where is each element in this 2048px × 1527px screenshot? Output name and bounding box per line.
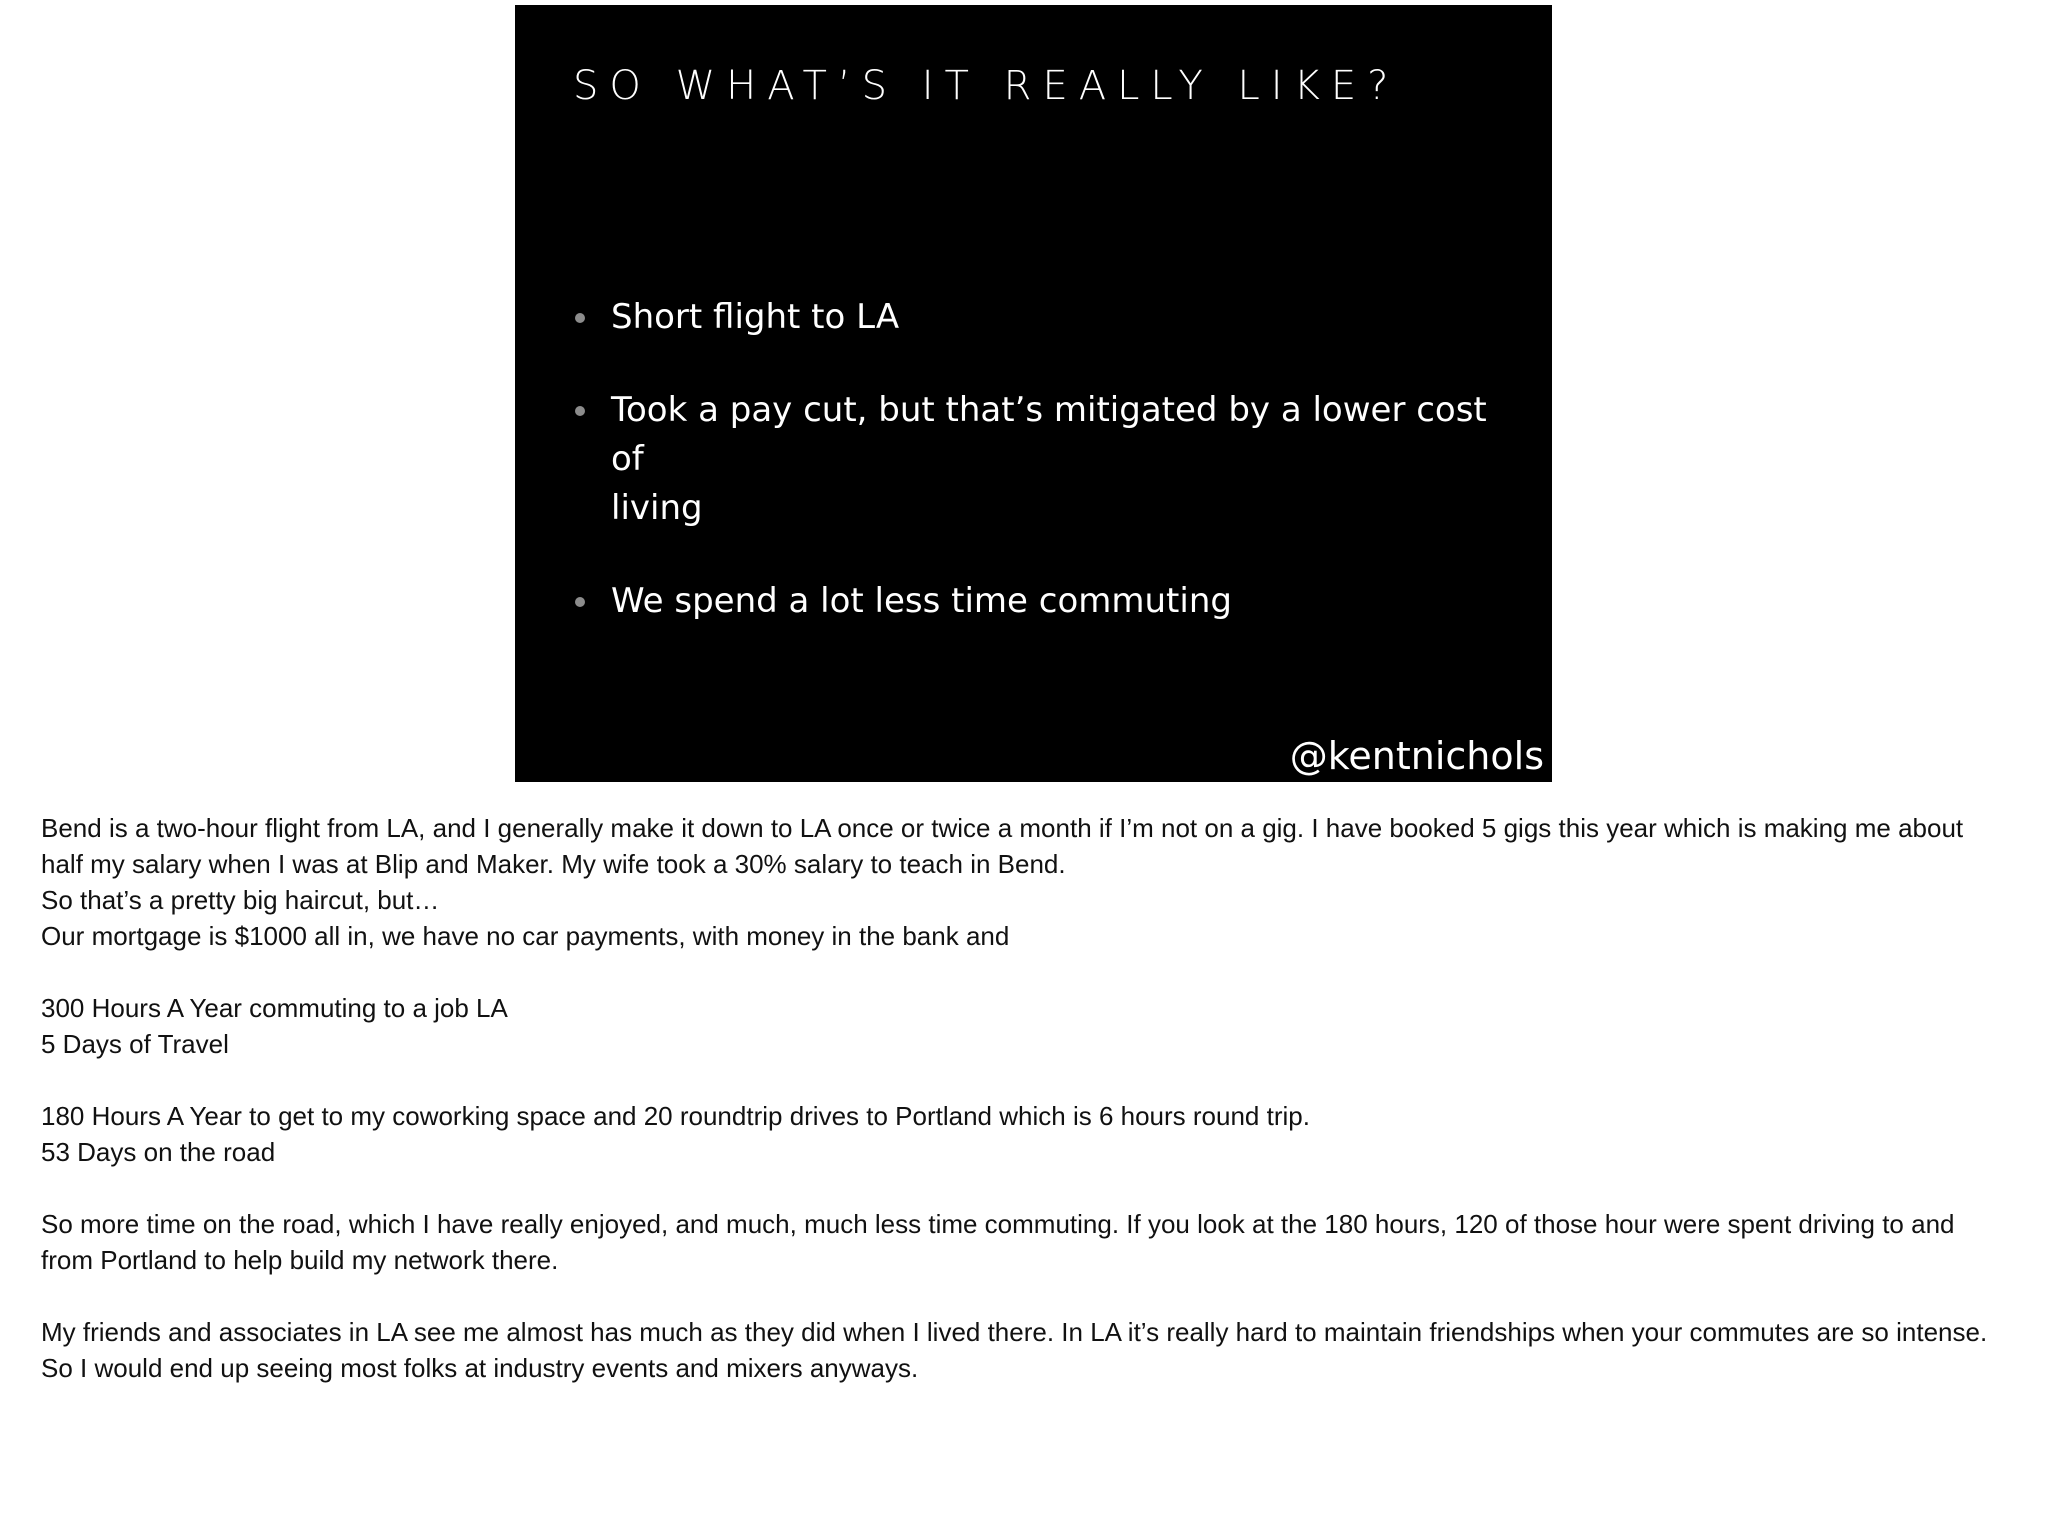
bullet-text-continued: living [611, 488, 703, 528]
author-handle: @kentnichols [1289, 734, 1544, 778]
note-line: So that’s a pretty big haircut, but… [41, 885, 440, 915]
note-line: 300 Hours A Year commuting to a job LA [41, 993, 508, 1023]
bullet-text: We spend a lot less time commuting [611, 581, 1232, 621]
speaker-notes [41, 810, 2031, 1386]
note-line: 180 Hours A Year to get to my coworking space and 20 roundtrip drives to Portland which is 6 hours round trip. [41, 1101, 1310, 1131]
note-line: My friends and associates in LA see me almost has much as they did when I lived there. In LA it’s really hard to maintain friendships when your commutes are so intense. [41, 1317, 1988, 1347]
bullet-text: Took a pay cut, but that’s mitigated by a lower cost of [611, 390, 1487, 479]
note-line: from Portland to help build my network there. [41, 1245, 559, 1275]
note-line: 53 Days on the road [41, 1137, 276, 1167]
note-line: Our mortgage is $1000 all in, we have no car payments, with money in the bank and [41, 921, 1010, 951]
note-line: half my salary when I was at Blip and Maker. My wife took a 30% salary to teach in Bend. [41, 849, 1066, 879]
note-line: So more time on the road, which I have really enjoyed, and much, much less time commuting. If you look at the 180 hours, 120 of those hour were spent driving to and [41, 1209, 1955, 1239]
note-spacer [41, 1062, 2031, 1098]
bullet-dot-icon [575, 597, 585, 607]
note-spacer [41, 954, 2031, 990]
bullet-dot-icon [575, 406, 585, 416]
bullet-dot-icon [575, 313, 585, 323]
bullet-list [573, 293, 1513, 670]
bullet-item [573, 293, 1513, 342]
note-spacer [41, 1170, 2031, 1206]
note-line: Bend is a two-hour flight from LA, and I generally make it down to LA once or twice a month if I’m not on a gig. I have booked 5 gigs this year which is making me about [41, 813, 1964, 843]
slide-title: SO WHAT’S IT REALLY LIKE? [573, 63, 1400, 109]
note-line: So I would end up seeing most folks at industry events and mixers anyways. [41, 1353, 919, 1383]
bullet-text: Short flight to LA [611, 297, 900, 337]
bullet-item [573, 577, 1513, 626]
bullet-item [573, 386, 1513, 533]
note-spacer [41, 1278, 2031, 1314]
slide [515, 5, 1552, 782]
note-line: 5 Days of Travel [41, 1029, 229, 1059]
